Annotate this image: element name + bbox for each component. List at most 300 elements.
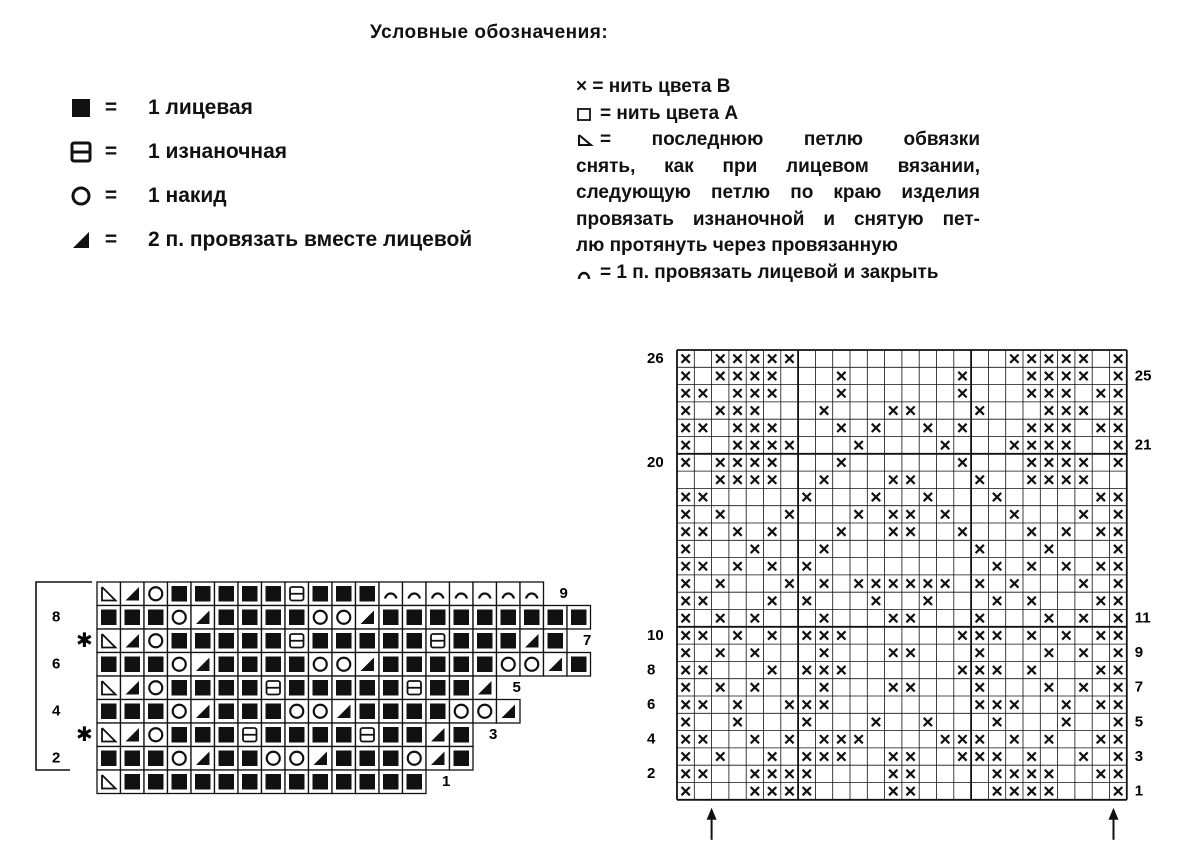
x-stitch-icon [958,528,966,536]
chart-cell [356,653,380,677]
chart-cell [238,700,262,724]
chart-cell [356,747,380,771]
knit-square-icon [242,680,258,696]
chart-cell [238,723,262,747]
chart-cell [262,770,286,794]
x-stitch-icon [785,510,793,518]
x-stitch-icon [785,579,793,587]
knit-square-icon [172,633,188,649]
x-stitch-icon [1028,631,1036,639]
knit-square-icon [360,774,376,790]
chart-cell [450,606,474,630]
legend-bindoff: = 1 п. провязать лицевой и закрыть [576,260,980,287]
x-stitch-icon [682,683,690,691]
x-stitch-icon [733,631,741,639]
chart-cell [426,653,450,677]
x-stitch-icon [820,476,828,484]
x-stitch-icon [976,476,984,484]
x-stitch-icon [889,510,897,518]
row-label: 26 [647,350,664,367]
chart-cell [473,653,497,677]
x-stitch-icon [976,614,984,622]
chart-cell [332,606,356,630]
x-stitch-icon [716,683,724,691]
chart-cell [332,582,356,606]
x-stitch-icon [1010,441,1018,449]
x-stitch-icon [924,424,932,432]
x-stitch-icon [1028,476,1036,484]
x-stitch-icon [1010,510,1018,518]
chart-cell [144,747,168,771]
x-stitch-icon [682,389,690,397]
x-stitch-icon [682,458,690,466]
x-stitch-icon [1114,752,1122,760]
chart-cell [238,653,262,677]
x-stitch-icon [993,493,1001,501]
legend-slip-line-3: провязать изнаночной и снятую пет- [576,208,980,230]
x-stitch-icon [837,666,845,674]
x-stitch-icon [682,666,690,674]
x-stitch-icon [1028,752,1036,760]
knit-square-icon [360,633,376,649]
chart-cell [215,653,239,677]
chart-cell [97,700,121,724]
x-stitch-icon [682,528,690,536]
chart-cell [544,606,568,630]
x-stitch-icon [1079,752,1087,760]
knit-square-icon [477,657,493,673]
chart-cell [356,700,380,724]
chart-cell [520,582,544,606]
x-stitch-icon [855,579,863,587]
x-stitch-icon [906,752,914,760]
x-stitch-icon [1114,545,1122,553]
chart-cell [309,700,333,724]
x-stitch-icon [751,424,759,432]
knit-square-icon [219,704,235,720]
chart-cell [144,700,168,724]
x-stitch-icon [1045,372,1053,380]
legend-title: Условные обозначения: [370,22,609,43]
chart-cell [332,676,356,700]
legend-knit-label: 1 лицевая [148,96,253,119]
chart-cell [121,582,145,606]
x-stitch-icon [993,787,1001,795]
chart-cell [450,747,474,771]
knit-square-icon [383,657,399,673]
x-stitch-icon [820,683,828,691]
knit-square-icon [477,610,493,626]
x-stitch-icon [682,597,690,605]
x-stitch-icon [716,476,724,484]
legend-slip-line-4: лю протянуть через провязанную [576,235,898,256]
chart-cell [262,582,286,606]
x-stitch-icon [699,666,707,674]
x-stitch-icon [803,597,811,605]
chart-cell [215,629,239,653]
chart-cell [426,676,450,700]
chart-cell [473,700,497,724]
x-stitch-icon [837,735,845,743]
x-stitch-icon [803,752,811,760]
chart-cell [215,606,239,630]
x-stitch-icon [855,510,863,518]
legend-k2tog-label: 2 п. провязать вместе лицевой [148,228,473,251]
knit-square-icon [242,704,258,720]
chart-cell [356,606,380,630]
chart-cell [121,747,145,771]
chart-cell [262,700,286,724]
x-stitch-icon [785,441,793,449]
chart-cell [191,770,215,794]
chart-cell [168,653,192,677]
knit-square-icon [148,704,164,720]
x-stitch-icon [768,528,776,536]
x-stitch-icon [1010,787,1018,795]
legend-slip-line-2: следующую петлю по краю изделия [576,182,980,203]
chart-cell [309,747,333,771]
x-stitch-icon [1114,614,1122,622]
x-stitch-icon [837,458,845,466]
row-label: 9 [559,585,568,602]
chart-cell [121,770,145,794]
x-stitch-icon [682,562,690,570]
chart-cell [144,606,168,630]
x-stitch-icon [889,476,897,484]
chart-cell [168,629,192,653]
x-stitch-icon [1114,631,1122,639]
legend-yarn-over-label: 1 накид [148,184,227,207]
chart-cell [262,629,286,653]
x-stitch-icon [751,355,759,363]
chart-cell [450,629,474,653]
chart-cell [262,606,286,630]
row-label: 6 [647,696,656,713]
x-stitch-icon [1062,441,1070,449]
x-stitch-icon [906,649,914,657]
x-stitch-icon [716,406,724,414]
x-stitch-icon [906,614,914,622]
chart-cell [332,700,356,724]
chart-cell [520,629,544,653]
knit-square-icon [242,633,258,649]
legend-color-b: × = нить цвета В [576,76,731,97]
chart-cell [191,723,215,747]
legend-slip-line-1: снять, как при лицевом вязании, [576,155,980,177]
chart-cell [379,723,403,747]
x-stitch-icon [682,441,690,449]
chart-cell [262,747,286,771]
row-label: 3 [1134,747,1144,765]
knit-square-icon [219,751,235,767]
x-stitch-icon [837,631,845,639]
knit-square-icon [336,633,352,649]
x-stitch-icon [682,631,690,639]
knit-square-icon [266,633,282,649]
x-stitch-icon [837,372,845,380]
chart-cell [309,653,333,677]
chart-cell [450,700,474,724]
x-stitch-icon [1062,701,1070,709]
row-label: 5 [512,679,521,696]
chart-cell [379,700,403,724]
x-stitch-icon [1028,355,1036,363]
knit-square-icon [336,680,352,696]
x-stitch-icon [1097,528,1105,536]
knit-square-icon [101,657,117,673]
chart-cell [544,653,568,677]
x-stitch-icon [768,355,776,363]
chart-cell [426,747,450,771]
chart-cell [403,700,427,724]
row-label: 3 [489,726,498,743]
x-stitch-icon [820,666,828,674]
x-stitch-icon [1010,701,1018,709]
chart-cell [121,723,145,747]
x-stitch-icon [1097,770,1105,778]
x-stitch-icon [733,441,741,449]
chart-cell [97,582,121,606]
chart-cell [450,582,474,606]
chart-cell [215,770,239,794]
knit-square-icon [195,774,211,790]
chart-cell [238,606,262,630]
x-stitch-icon [785,701,793,709]
knit-square-icon [430,657,446,673]
chart-cell [144,770,168,794]
chart-cell [309,676,333,700]
x-stitch-icon [768,458,776,466]
knit-square-icon [219,586,235,602]
x-stitch-icon [1045,649,1053,657]
x-stitch-icon [803,718,811,726]
x-stitch-icon [1114,458,1122,466]
x-stitch-icon [803,493,811,501]
chart-cell [426,582,450,606]
x-stitch-icon [682,614,690,622]
chart-cell [168,747,192,771]
knit-square-icon [266,586,282,602]
x-stitch-icon [958,735,966,743]
knit-square-icon [148,610,164,626]
chart-cell [191,747,215,771]
knit-square-icon [195,586,211,602]
x-stitch-icon [1114,441,1122,449]
x-stitch-icon [803,787,811,795]
x-stitch-icon [1045,355,1053,363]
x-stitch-icon [1045,735,1053,743]
row-label: 7 [1134,678,1144,696]
chart-cell [168,770,192,794]
row-label: 7 [583,632,592,649]
chart-cell [497,653,521,677]
chart-cell [379,676,403,700]
chart-cell [168,582,192,606]
x-stitch-icon [976,701,984,709]
chart-cell [309,606,333,630]
left-knitting-chart [36,582,591,794]
chart-cell [285,582,309,606]
x-stitch-icon [751,614,759,622]
chart-cell [332,747,356,771]
x-stitch-icon [682,649,690,657]
x-stitch-icon [803,701,811,709]
row-label: 2 [647,765,656,783]
x-stitch-icon [1079,579,1087,587]
x-stitch-icon [1114,510,1122,518]
chart-cell [426,700,450,724]
knit-square-icon [289,657,305,673]
x-stitch-icon [716,355,724,363]
x-stitch-icon [993,666,1001,674]
x-stitch-icon [820,406,828,414]
chart-cell [426,723,450,747]
x-stitch-icon [1079,372,1087,380]
x-stitch-icon [855,735,863,743]
knit-square-icon [360,680,376,696]
x-stitch-icon [768,752,776,760]
knit-square-icon [289,774,305,790]
x-stitch-icon [682,718,690,726]
x-stitch-icon [889,614,897,622]
x-stitch-icon [682,579,690,587]
x-stitch-icon [751,441,759,449]
x-stitch-icon [751,389,759,397]
x-stitch-icon [733,406,741,414]
x-stitch-icon [768,476,776,484]
knit-square-icon [219,727,235,743]
x-stitch-icon [733,389,741,397]
chart-cell [332,629,356,653]
x-stitch-icon [1045,441,1053,449]
knit-square-icon [172,680,188,696]
chart-cell [473,676,497,700]
chart-cell [168,700,192,724]
knit-square-icon [125,610,141,626]
knit-square-icon [407,657,423,673]
x-stitch-icon [733,718,741,726]
chart-cell [121,629,145,653]
x-stitch-icon [1062,631,1070,639]
x-stitch-icon [889,406,897,414]
knit-square-icon [313,727,329,743]
x-stitch-icon [733,355,741,363]
x-stitch-icon [924,579,932,587]
knit-square-icon [242,586,258,602]
x-stitch-icon [958,666,966,674]
x-stitch-icon [1028,372,1036,380]
chart-cell [285,770,309,794]
x-stitch-icon [1114,389,1122,397]
knit-square-icon [548,610,564,626]
knit-square-icon [148,774,164,790]
x-stitch-icon [889,579,897,587]
chart-cell [426,606,450,630]
knit-square-icon [195,633,211,649]
x-stitch-icon [751,476,759,484]
x-stitch-icon [1010,735,1018,743]
row-label: 11 [1134,609,1151,627]
x-stitch-icon [1114,787,1122,795]
knit-square-icon [266,774,282,790]
knit-square-icon [313,774,329,790]
x-stitch-icon [1114,718,1122,726]
x-stitch-icon [1097,666,1105,674]
x-stitch-icon [820,579,828,587]
chart-cell [309,770,333,794]
x-stitch-icon [1062,406,1070,414]
x-stitch-icon [993,770,1001,778]
row-label: 8 [647,661,656,679]
chart-cell [379,747,403,771]
x-stitch-icon [889,787,897,795]
x-stitch-icon [1062,372,1070,380]
x-stitch-icon [751,770,759,778]
x-stitch-icon [733,458,741,466]
chart-cell [332,653,356,677]
knit-square-icon [454,727,470,743]
row-label: 1 [442,773,451,790]
knit-square-icon [360,751,376,767]
row-label: 25 [1134,367,1152,385]
chart-cell [379,582,403,606]
x-stitch-icon [733,372,741,380]
x-stitch-icon [1079,614,1087,622]
x-stitch-icon [1062,562,1070,570]
chart-cell [356,770,380,794]
x-stitch-icon [1097,735,1105,743]
knit-square-icon [219,680,235,696]
x-stitch-icon [733,528,741,536]
knit-square-icon [383,774,399,790]
knit-square-icon [195,727,211,743]
x-stitch-icon [768,441,776,449]
x-stitch-icon [1028,458,1036,466]
x-stitch-icon [993,631,1001,639]
knit-square-icon [289,610,305,626]
x-stitch-icon [941,735,949,743]
x-stitch-icon [837,389,845,397]
knit-square-icon [454,751,470,767]
chart-cell [168,723,192,747]
chart-cell [144,723,168,747]
chart-cell [144,582,168,606]
row-label: 8 [52,608,61,626]
chart-cell [285,629,309,653]
x-stitch-icon [837,528,845,536]
knit-square-icon [407,704,423,720]
chart-cell [215,723,239,747]
x-stitch-icon [785,787,793,795]
knit-square-icon [336,751,352,767]
x-stitch-icon [682,372,690,380]
chart-cell [403,582,427,606]
x-stitch-icon [1045,476,1053,484]
x-stitch-icon [906,476,914,484]
chart-cell [262,653,286,677]
knit-square-icon [336,586,352,602]
x-stitch-icon [1028,666,1036,674]
x-stitch-icon [820,752,828,760]
chart-cell [238,629,262,653]
x-stitch-icon [1045,614,1053,622]
knit-square-icon [195,680,211,696]
x-stitch-icon [699,424,707,432]
x-stitch-icon [1010,770,1018,778]
x-stitch-icon [837,424,845,432]
chart-cell [97,629,121,653]
chart-cell [403,723,427,747]
